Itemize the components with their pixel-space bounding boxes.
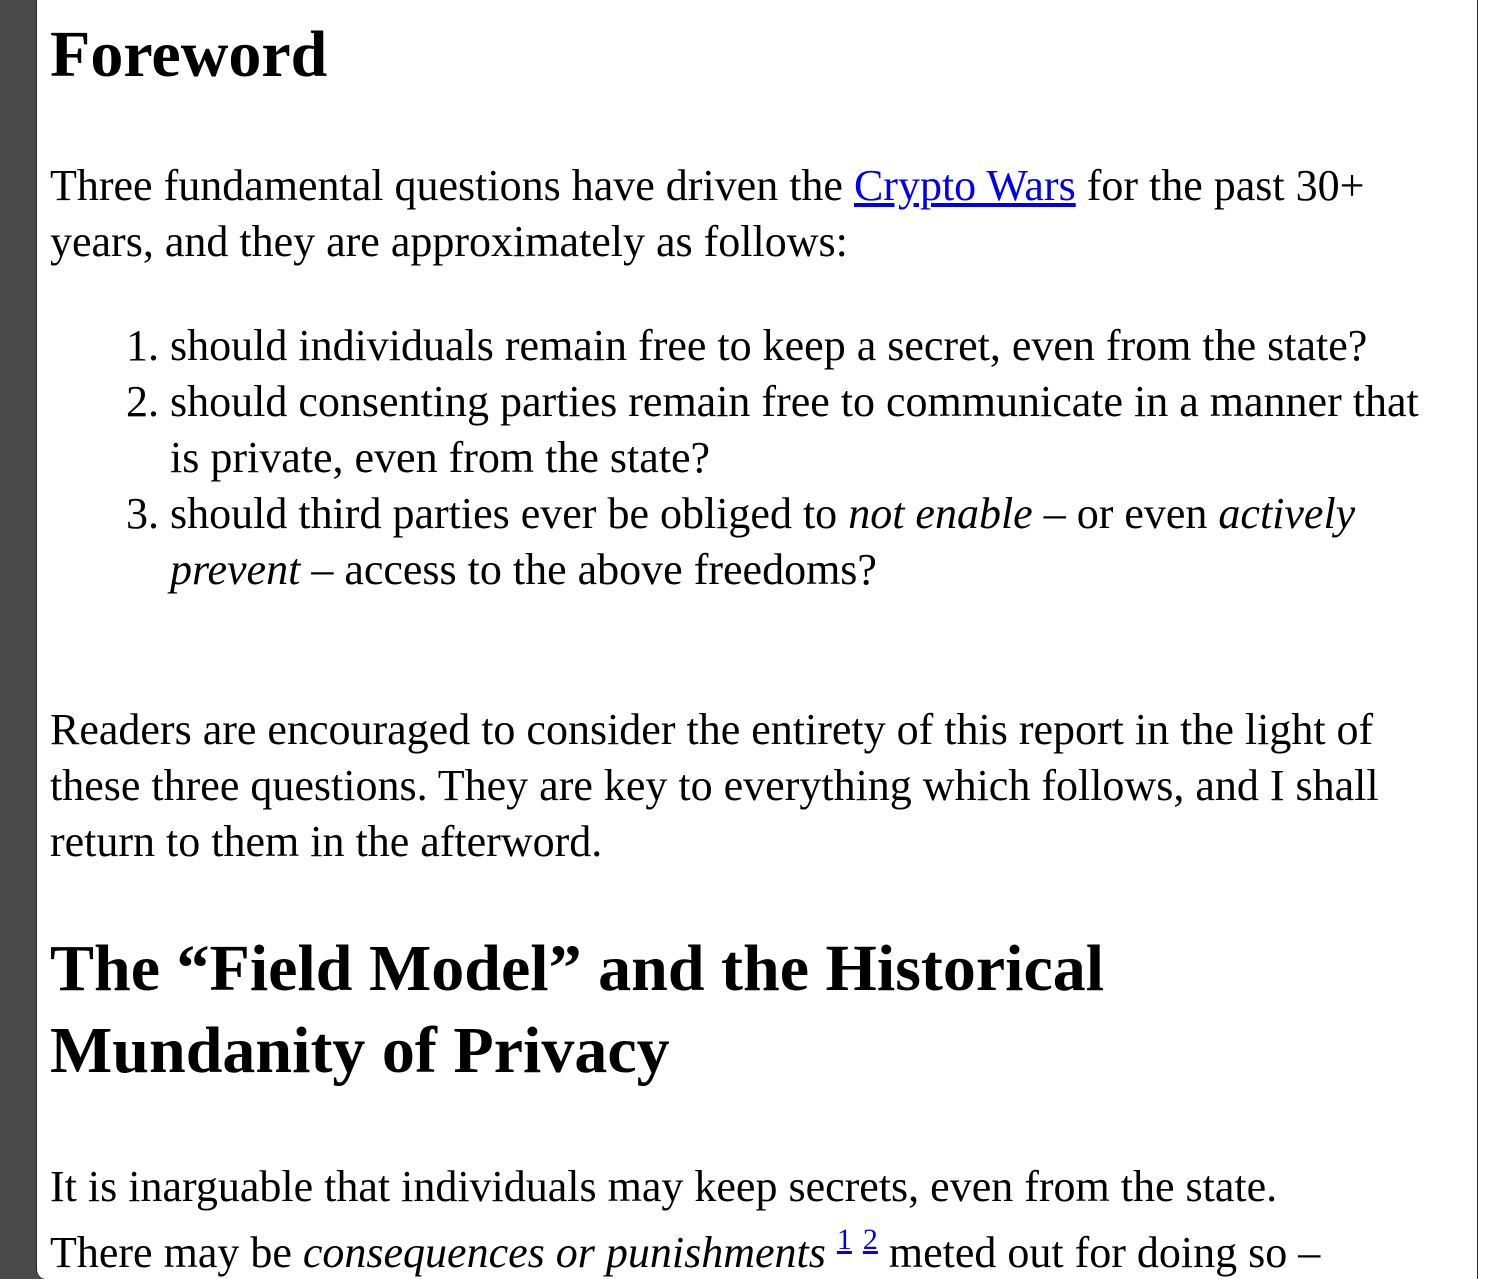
footnote-link-2[interactable]: 2 — [862, 1223, 878, 1256]
crypto-wars-link[interactable]: Crypto Wars — [853, 161, 1076, 210]
footnote-ref-1 — [837, 1223, 852, 1256]
paragraph-text: meted out for doing so – — [877, 1228, 1321, 1277]
paragraph-text: It is inarguable that individuals may keep secrets, even from the state. — [50, 1162, 1278, 1211]
paragraph-text: for the past 30+ years, and they are approximately as follows: — [50, 161, 1365, 266]
heading-field-model: The “Field Model” and the Historical Mundanity of Privacy — [50, 932, 1105, 1087]
questions-list — [50, 318, 1450, 598]
emphasis-actively-prevent: actively prevent — [170, 489, 1356, 594]
emphasis-not-enable: not enable — [848, 489, 1033, 538]
heading-foreword: Foreword — [50, 18, 328, 91]
question-item-1: 1. should individuals remain free to keep a secret, even from the state? — [170, 318, 1450, 374]
field-model-paragraph — [50, 1154, 1460, 1279]
question-item-3 — [170, 486, 1450, 598]
paragraph-text: There may be — [50, 1228, 303, 1277]
emphasis-consequences: consequences or punishments — [302, 1228, 826, 1277]
question-text: should third parties ever be obliged to — [170, 489, 849, 538]
footnote-link-1[interactable]: 1 — [836, 1223, 852, 1256]
question-item-2: 2. should consenting parties remain free to communicate in a manner that is private, even from the state? — [170, 374, 1450, 486]
paragraph-text: Three fundamental questions have driven the — [50, 161, 854, 210]
question-text: – or even — [1032, 489, 1219, 538]
footnote-ref-2 — [863, 1223, 878, 1256]
document-page — [36, 0, 1478, 1279]
foreword-paragraph — [50, 158, 1450, 270]
window-frame-right — [1478, 0, 1500, 1279]
foreword-closing-paragraph: Readers are encouraged to consider the entirety of this report in the light of these three questions. They are key to everything which follows, and I shall return to them in the afterword. — [50, 705, 1379, 866]
question-text: – access to the above freedoms? — [300, 545, 877, 594]
